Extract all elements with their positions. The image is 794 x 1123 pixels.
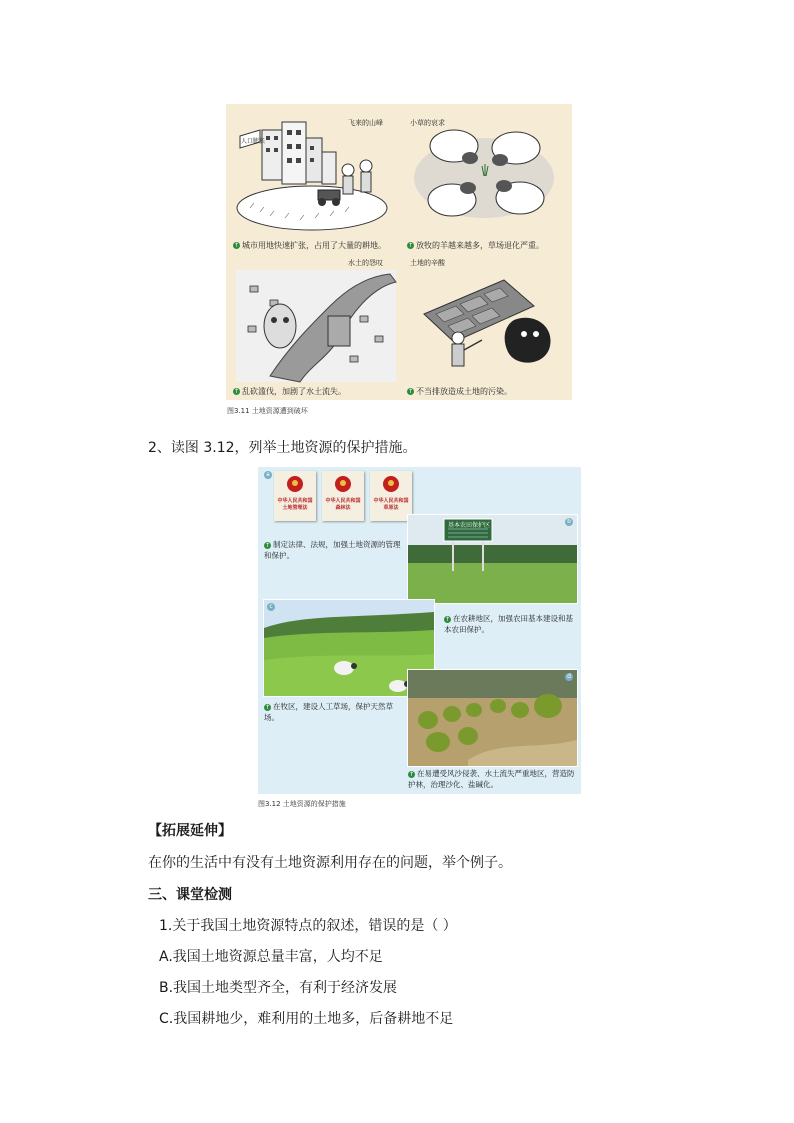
national-emblem-icon	[287, 476, 303, 492]
caption-text: 放牧的羊越来越多，草场退化严重。	[416, 241, 544, 250]
cartoon-panel-overgrazing	[404, 108, 574, 248]
panel-title: 土地的辛酸	[410, 259, 445, 267]
law-book-title: 中华人民共和国土地管理法	[277, 498, 313, 511]
photo-farmland-protection	[407, 514, 578, 604]
figure-3-12-caption: 图3.12 土地资源的保护措施	[258, 800, 346, 808]
arrow-up-icon: ↑	[407, 388, 414, 395]
farmland-sign-text: 基本农田保护区	[448, 522, 491, 529]
panel-caption	[407, 386, 512, 397]
law-book-grassland	[370, 471, 412, 521]
arrow-up-icon: ↑	[407, 242, 414, 249]
caption-d: ↑ 在易遭受风沙侵袭、水土流失严重地区，营造防护林，治理沙化、盐碱化。	[408, 769, 575, 789]
badge-b: b	[565, 518, 573, 526]
law-book-title: 中华人民共和国草原法	[373, 498, 409, 511]
cartoon-panel-urban-sprawl	[230, 108, 400, 248]
classroom-test-heading: 三、课堂检测	[148, 887, 232, 903]
question-2: 2、读图 3.12，列举土地资源的保护措施。	[148, 440, 417, 456]
caption-a: ↑ 制定法律、法规，加强土地资源的管理和保护。	[264, 540, 401, 560]
panel-title: 水土的怨叹	[348, 259, 383, 267]
figure-3-11-land-damage-cartoons	[226, 104, 572, 400]
option-c: C.我国耕地少，难利用的土地多，后备耕地不足	[159, 1011, 454, 1027]
arrow-up-icon: ↑	[444, 615, 451, 623]
arrow-up-icon: ↑	[264, 541, 271, 549]
badge-d: d	[565, 673, 573, 681]
panel-caption	[233, 386, 346, 397]
law-book-land-management	[274, 471, 316, 521]
extension-body: 在你的生活中有没有土地资源利用存在的问题，举个例子。	[148, 855, 512, 871]
caption-c: ↑ 在牧区，建设人工草场，保护天然草场。	[264, 702, 393, 722]
panel-title: 飞来的山峰	[348, 119, 383, 127]
panel-title: 小草的哀求	[410, 119, 445, 127]
national-emblem-icon	[383, 476, 399, 492]
caption-text: 不当排放造成土地的污染。	[416, 387, 512, 396]
national-emblem-icon	[335, 476, 351, 492]
arrow-up-icon: ↑	[264, 703, 271, 711]
caption-text: 乱砍滥伐，加剧了水土流失。	[242, 387, 346, 396]
cartoon-panel-deforestation	[230, 256, 400, 396]
question-1: 1.关于我国土地资源特点的叙述，错误的是（ ）	[159, 918, 457, 934]
pollution-illustration	[404, 256, 572, 384]
option-a: A.我国土地资源总量丰富，人均不足	[159, 949, 383, 965]
cartoon-panel-pollution	[404, 256, 574, 396]
panel-caption	[407, 240, 544, 251]
arrow-up-icon: ↑	[408, 770, 415, 778]
law-book-forest	[322, 471, 364, 521]
figure-3-11-caption: 图3.11 土地资源遭到破坏	[227, 407, 308, 415]
badge-c: c	[267, 603, 275, 611]
population-sign-text: 人口膨胀	[241, 138, 266, 145]
caption-b: ↑ 在农耕地区，加强农田基本建设和基本农田保护。	[444, 614, 573, 634]
law-book-title: 中华人民共和国森林法	[325, 498, 361, 511]
option-b: B.我国土地类型齐全，有利于经济发展	[159, 980, 398, 996]
arrow-up-icon: ↑	[233, 388, 240, 395]
panel-caption	[233, 240, 386, 251]
arrow-up-icon: ↑	[233, 242, 240, 249]
caption-text: 城市用地快速扩张，占用了大量的耕地。	[242, 241, 386, 250]
photo-shelter-forest	[407, 669, 578, 767]
figure-3-12-land-protection	[258, 467, 581, 794]
deforestation-illustration	[230, 256, 400, 384]
badge-a: a	[264, 471, 272, 479]
extension-heading: 【拓展延伸】	[148, 823, 232, 839]
